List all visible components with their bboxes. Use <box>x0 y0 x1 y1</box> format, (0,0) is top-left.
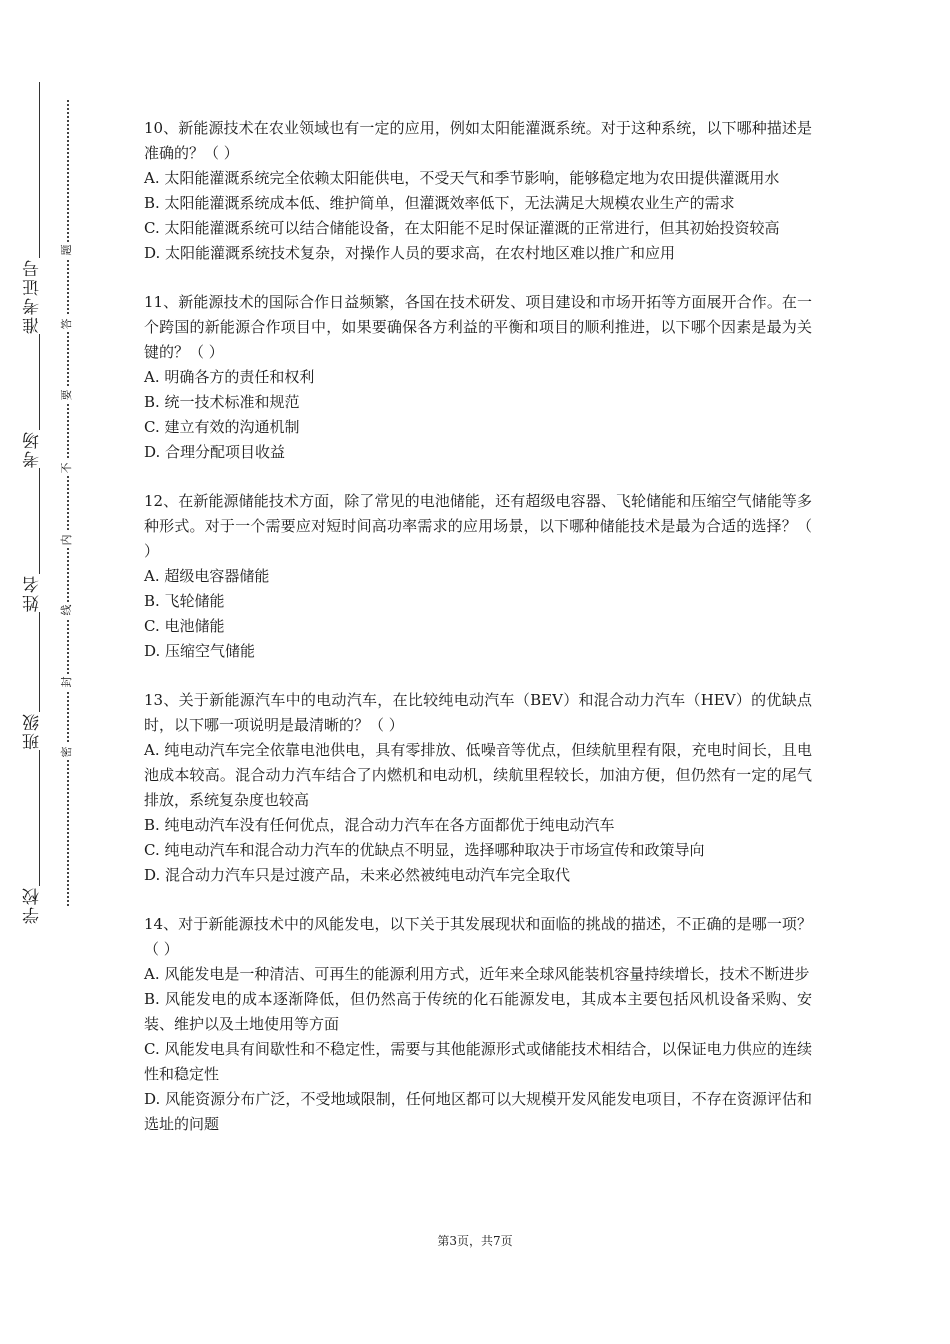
page-footer: 第3页，共7页 <box>437 1234 513 1248</box>
option-d: D. 压缩空气储能 <box>144 642 256 660</box>
question-14 <box>144 912 812 1137</box>
field-name: 姓名 <box>20 574 60 612</box>
question-stem: 13、关于新能源汽车中的电动汽车，在比较纯电动汽车（BEV）和混合动力汽车（HEV）的优缺点时，以下哪一项说明是最清晰的？（ ） <box>144 691 812 734</box>
option-c: C. 建立有效的沟通机制 <box>144 418 300 436</box>
option-d: D. 合理分配项目收益 <box>144 443 286 461</box>
question-stem: 14、对于新能源技术中的风能发电，以下关于其发展现状和面临的挑战的描述，不正确的是哪一项？（ ） <box>144 915 812 958</box>
seal-dotted-line <box>67 100 69 906</box>
option-a: A. 纯电动汽车完全依靠电池供电，具有零排放、低噪音等优点，但续航里程有限，充电时间长，且电池成本较高。混合动力汽车结合了内燃机和电动机，续航里程较长，加油方便，但仍然有一定的尾气排放，系统复杂度也较高 <box>144 741 812 809</box>
option-c: C. 风能发电具有间歇性和不稳定性，需要与其他能源形式或储能技术相结合，以保证电力供应的连续性和稳定性 <box>144 1040 812 1083</box>
option-a: A. 太阳能灌溉系统完全依赖太阳能供电，不受天气和季节影响，能够稳定地为农田提供灌溉用水 <box>144 169 780 187</box>
field-class: 班级 <box>20 712 60 750</box>
binding-margin <box>0 0 110 1344</box>
seal-char: 要 <box>61 387 73 403</box>
question-13 <box>144 688 812 888</box>
option-a: A. 超级电容器储能 <box>144 567 270 585</box>
option-a: A. 明确各方的责任和权利 <box>144 368 315 386</box>
option-a: A. 风能发电是一种清洁、可再生的能源利用方式，近年来全球风能装机容量持续增长，技术不断进步 <box>144 965 810 983</box>
question-10 <box>144 116 812 266</box>
option-c: C. 纯电动汽车和混合动力汽车的优缺点不明显，选择哪种取决于市场宣传和政策导向 <box>144 841 705 859</box>
field-school: 学校 <box>20 886 60 924</box>
seal-char: 题 <box>61 242 73 258</box>
question-11 <box>144 290 812 465</box>
seal-char: 内 <box>61 532 73 548</box>
option-c: C. 电池储能 <box>144 617 225 635</box>
question-list <box>144 116 812 1161</box>
option-b: B. 飞轮储能 <box>144 592 225 610</box>
option-c: C. 太阳能灌溉系统可以结合储能设备，在太阳能不足时保证灌溉的正常进行，但其初始投资较高 <box>144 219 780 237</box>
option-b: B. 太阳能灌溉系统成本低、维护简单，但灌溉效率低下，无法满足大规模农业生产的需求 <box>144 194 735 212</box>
option-d: D. 混合动力汽车只是过渡产品，未来必然被纯电动汽车完全取代 <box>144 866 571 884</box>
question-12 <box>144 489 812 664</box>
question-stem: 11、新能源技术的国际合作日益频繁，各国在技术研发、项目建设和市场开拓等方面展开合作。在一个跨国的新能源合作项目中，如果要确保各方利益的平衡和项目的顺利推进，以下哪个因素是最为关键的？（ ） <box>144 293 812 361</box>
seal-char: 封 <box>61 674 73 690</box>
field-exam-room: 考场 <box>20 430 60 468</box>
option-d: D. 风能资源分布广泛，不受地域限制，任何地区都可以大规模开发风能发电项目，不存在资源评估和选址的问题 <box>144 1090 812 1133</box>
seal-char: 密 <box>61 744 73 760</box>
option-b: B. 风能发电的成本逐渐降低，但仍然高于传统的化石能源发电，其成本主要包括风机设备采购、安装、维护以及土地使用等方面 <box>144 990 812 1033</box>
question-stem: 12、在新能源储能技术方面，除了常见的电池储能，还有超级电容器、飞轮储能和压缩空气储能等多种形式。对于一个需要应对短时间高功率需求的应用场景，以下哪种储能技术是最为合适的选择？（ ） <box>144 492 812 560</box>
option-b: B. 纯电动汽车没有任何优点，混合动力汽车在各方面都优于纯电动汽车 <box>144 816 615 834</box>
seal-char: 线 <box>61 602 73 618</box>
binding-solid-rule <box>39 82 40 924</box>
field-exam-number: 准考证号 <box>20 258 60 334</box>
seal-char: 答 <box>61 316 73 332</box>
option-b: B. 统一技术标准和规范 <box>144 393 300 411</box>
seal-char: 不 <box>61 460 73 476</box>
option-d: D. 太阳能灌溉系统技术复杂，对操作人员的要求高，在农村地区难以推广和应用 <box>144 244 676 262</box>
question-stem: 10、新能源技术在农业领域也有一定的应用，例如太阳能灌溉系统。对于这种系统，以下哪种描述是准确的？（ ） <box>144 119 812 162</box>
